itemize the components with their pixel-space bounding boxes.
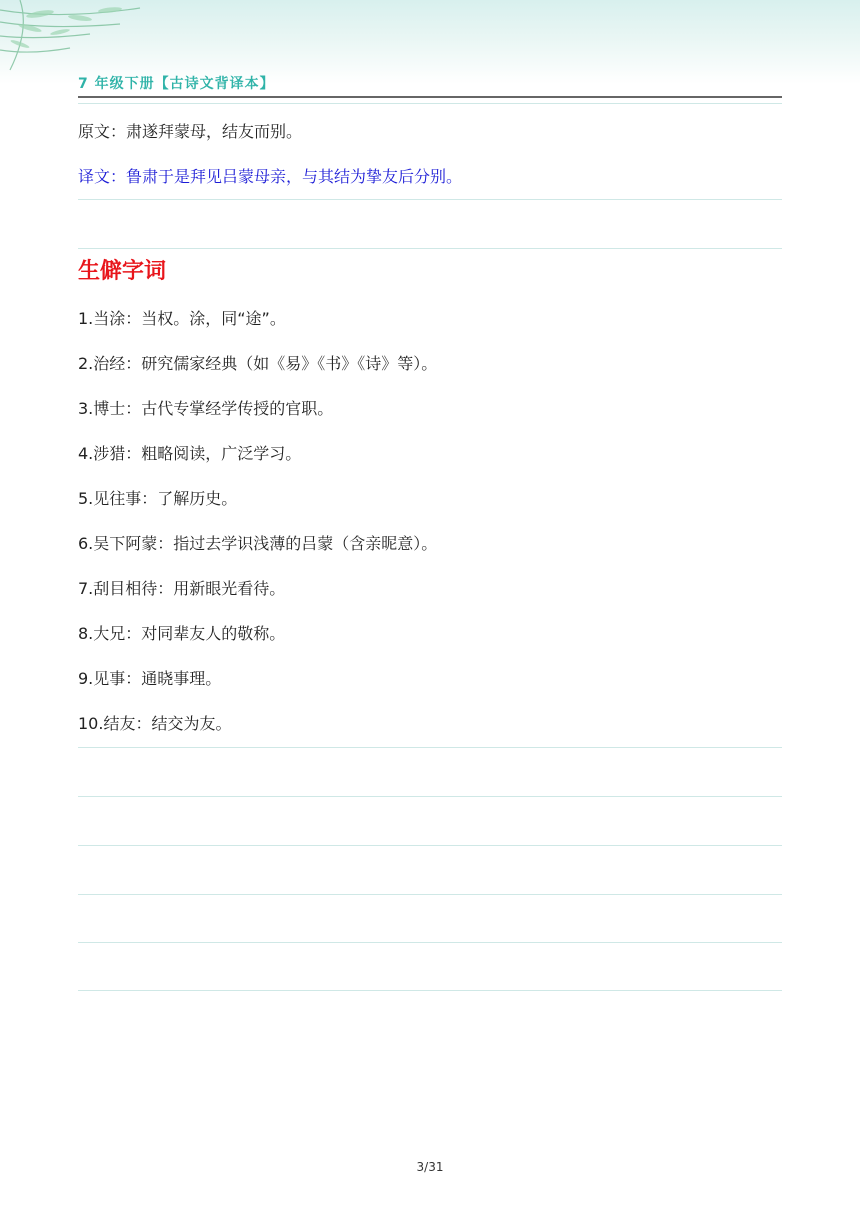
ruled-line bbox=[78, 199, 782, 200]
list-item: 2.治经：研究儒家经典（如《易》《书》《诗》等）。 bbox=[78, 354, 438, 373]
translation-text: 译文：鲁肃于是拜见吕蒙母亲，与其结为挚友后分别。 bbox=[78, 167, 463, 186]
ruled-line bbox=[78, 845, 782, 846]
ruled-line bbox=[78, 796, 782, 797]
ruled-line bbox=[78, 894, 782, 895]
header-divider-light bbox=[78, 103, 782, 104]
list-item: 8.大兄：对同辈友人的敬称。 bbox=[78, 624, 286, 643]
original-text: 原文：肃遂拜蒙母，结友而别。 bbox=[78, 122, 303, 141]
header-banner bbox=[0, 0, 860, 84]
ruled-line bbox=[78, 942, 782, 943]
ruled-line bbox=[78, 248, 782, 249]
ruled-line bbox=[78, 747, 782, 748]
list-item: 10.结友：结交为友。 bbox=[78, 714, 232, 733]
list-item: 7.刮目相待：用新眼光看待。 bbox=[78, 579, 286, 598]
list-item: 6.吴下阿蒙：指过去学识浅薄的吕蒙（含亲昵意）。 bbox=[78, 534, 438, 553]
page-number: 3/31 bbox=[416, 1160, 444, 1174]
list-item: 1.当涂：当权。涂，同“途”。 bbox=[78, 309, 286, 328]
willow-leaves-icon bbox=[0, 0, 220, 84]
list-item: 5.见往事：了解历史。 bbox=[78, 489, 238, 508]
list-item: 9.见事：通晓事理。 bbox=[78, 669, 222, 688]
ruled-line bbox=[78, 990, 782, 991]
list-item: 3.博士：古代专掌经学传授的官职。 bbox=[78, 399, 334, 418]
list-item: 4.涉猎：粗略阅读，广泛学习。 bbox=[78, 444, 302, 463]
header-title: 7 年级下册【古诗文背译本】 bbox=[78, 76, 275, 92]
section-title: 生僻字词 bbox=[78, 259, 167, 284]
header-divider bbox=[78, 96, 782, 98]
